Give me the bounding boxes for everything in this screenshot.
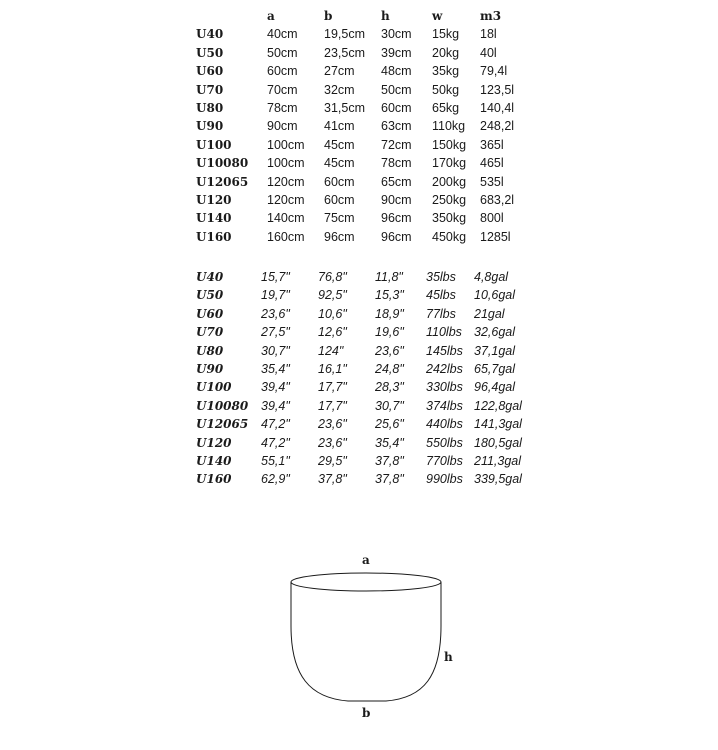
cell-a: 15,7" [261, 270, 290, 284]
cell-a: 120cm [267, 174, 305, 189]
label-a: a [362, 553, 370, 567]
col-header-w: w [432, 9, 443, 23]
metric-row [196, 81, 540, 99]
model-name: U10080 [196, 156, 249, 171]
cell-h: 23,6" [375, 343, 404, 358]
model-name: U140 [196, 454, 232, 469]
cell-h: 37,8" [375, 454, 404, 469]
cell-b: 16,1" [318, 362, 347, 377]
cell-a: 160cm [267, 229, 305, 244]
cell-b: 32cm [324, 82, 355, 97]
pot-body [291, 582, 441, 701]
cell-b: 60cm [324, 174, 355, 189]
pot-rim [291, 573, 441, 591]
cell-h: 39cm [381, 45, 412, 60]
cell-a: 47,2" [261, 435, 290, 450]
metric-row [196, 136, 540, 154]
cell-w: 15kg [432, 27, 460, 42]
cell-h: 78cm [381, 156, 412, 171]
metric-dimensions-table [196, 7, 540, 246]
cell-b: 45cm [324, 137, 355, 152]
cell-b: 23,6" [318, 417, 347, 432]
imperial-rows [196, 268, 534, 489]
cell-a: 23,6" [261, 306, 290, 321]
cell-w: 145lbs [426, 343, 463, 358]
model-name: U50 [196, 288, 224, 303]
cell-volume: 123,5l [480, 82, 515, 97]
cell-w: 35kg [432, 64, 460, 79]
cell-w: 374lbs [426, 398, 463, 413]
metric-row [196, 209, 540, 227]
cell-a: 50cm [267, 45, 298, 60]
imperial-row [196, 415, 534, 433]
model-name: U60 [196, 306, 224, 321]
cell-h: 25,6" [375, 417, 404, 432]
metric-row [196, 191, 540, 209]
cell-b: 10,6" [318, 306, 347, 321]
label-b: b [362, 706, 371, 720]
cell-h: 90cm [381, 193, 412, 208]
cell-w: 45lbs [426, 288, 456, 303]
cell-volume: 535l [480, 174, 504, 189]
model-name: U60 [196, 64, 224, 79]
pot-dimension-diagram [270, 548, 470, 728]
cell-volume: 21gal [474, 306, 505, 321]
model-name: U70 [196, 82, 224, 97]
metric-row [196, 117, 540, 135]
cell-w: 330lbs [426, 380, 463, 395]
col-header-m3: m3 [480, 9, 502, 23]
cell-b: 23,5cm [324, 45, 365, 60]
metric-row [196, 44, 540, 62]
model-name: U12065 [196, 174, 249, 189]
model-name: U160 [196, 472, 232, 487]
cell-w: 990lbs [426, 472, 463, 487]
model-name: U80 [196, 101, 224, 116]
model-name: U10080 [196, 398, 249, 413]
model-name: U90 [196, 362, 224, 377]
cell-b: 29,5" [318, 454, 347, 469]
cell-b: 96cm [324, 229, 355, 244]
header-row [196, 7, 540, 25]
cell-w: 550lbs [426, 435, 463, 450]
cell-h: 18,9" [375, 306, 404, 321]
imperial-row [196, 434, 534, 452]
imperial-dimensions-table [196, 268, 534, 489]
cell-a: 39,4" [261, 398, 290, 413]
cell-volume: 800l [480, 211, 504, 226]
model-name: U120 [196, 193, 232, 208]
cell-w: 110kg [432, 119, 466, 134]
cell-w: 242lbs [426, 362, 463, 377]
cell-h: 37,8" [375, 472, 404, 487]
cell-b: 76,8" [318, 270, 347, 284]
cell-h: 60cm [381, 101, 412, 116]
cell-volume: 37,1gal [474, 343, 516, 358]
imperial-row [196, 452, 534, 470]
cell-w: 250kg [432, 193, 467, 208]
metric-row [196, 228, 540, 246]
cell-volume: 40l [480, 45, 497, 60]
imperial-row [196, 470, 534, 488]
cell-h: 15,3" [375, 288, 404, 303]
cell-volume: 79,4l [480, 64, 508, 79]
model-name: U40 [196, 270, 224, 284]
cell-volume: 96,4gal [474, 380, 516, 395]
cell-h: 28,3" [375, 380, 404, 395]
col-header-b: b [324, 9, 333, 23]
cell-h: 30cm [381, 27, 412, 42]
imperial-row [196, 286, 534, 304]
imperial-row [196, 268, 534, 286]
imperial-row [196, 323, 534, 341]
cell-h: 24,8" [375, 362, 404, 377]
cell-a: 120cm [267, 193, 305, 208]
model-name: U40 [196, 27, 224, 42]
cell-h: 30,7" [375, 398, 404, 413]
imperial-row [196, 397, 534, 415]
cell-a: 62,9" [261, 472, 290, 487]
metric-row [196, 154, 540, 172]
model-header [196, 7, 267, 25]
cell-volume: 10,6gal [474, 288, 516, 303]
metric-row [196, 173, 540, 191]
cell-h: 19,6" [375, 325, 404, 340]
cell-a: 60cm [267, 64, 298, 79]
cell-a: 100cm [267, 156, 305, 171]
col-header-a: a [267, 9, 275, 23]
cell-b: 60cm [324, 193, 355, 208]
cell-a: 39,4" [261, 380, 290, 395]
model-name: U50 [196, 45, 224, 60]
cell-h: 72cm [381, 137, 412, 152]
cell-b: 75cm [324, 211, 355, 226]
imperial-row [196, 305, 534, 323]
cell-w: 50kg [432, 82, 460, 97]
cell-volume: 122,8gal [474, 398, 522, 413]
cell-b: 37,8" [318, 472, 347, 487]
cell-b: 17,7" [318, 398, 347, 413]
cell-a: 47,2" [261, 417, 290, 432]
cell-a: 27,5" [261, 325, 290, 340]
imperial-row [196, 378, 534, 396]
model-name: U80 [196, 343, 224, 358]
cell-w: 110lbs [426, 325, 462, 340]
cell-volume: 1285l [480, 229, 511, 244]
cell-volume: 465l [480, 156, 504, 171]
model-name: U120 [196, 435, 232, 450]
cell-w: 440lbs [426, 417, 463, 432]
metric-row [196, 25, 540, 43]
cell-h: 96cm [381, 211, 412, 226]
cell-volume: 339,5gal [474, 472, 522, 487]
cell-b: 19,5cm [324, 27, 365, 42]
cell-b: 92,5" [318, 288, 347, 303]
cell-a: 55,1" [261, 454, 290, 469]
cell-b: 124" [318, 343, 344, 358]
metric-row [196, 99, 540, 117]
imperial-row [196, 342, 534, 360]
pot-outline [291, 573, 441, 701]
cell-b: 23,6" [318, 435, 347, 450]
cell-w: 65kg [432, 101, 460, 116]
model-name: U70 [196, 325, 224, 340]
cell-b: 17,7" [318, 380, 347, 395]
cell-volume: 4,8gal [474, 270, 509, 284]
cell-w: 450kg [432, 229, 467, 244]
cell-w: 150kg [432, 137, 467, 152]
label-h: h [444, 650, 453, 664]
cell-h: 63cm [381, 119, 412, 134]
model-name: U100 [196, 137, 232, 152]
cell-w: 200kg [432, 174, 467, 189]
cell-volume: 180,5gal [474, 435, 522, 450]
model-name: U12065 [196, 417, 249, 432]
cell-w: 350kg [432, 211, 467, 226]
cell-volume: 18l [480, 27, 497, 42]
cell-w: 170kg [432, 156, 467, 171]
cell-a: 30,7" [261, 343, 290, 358]
cell-b: 31,5cm [324, 101, 365, 116]
cell-a: 78cm [267, 101, 298, 116]
cell-h: 50cm [381, 82, 412, 97]
cell-a: 70cm [267, 82, 298, 97]
col-header-h: h [381, 9, 390, 23]
metric-row [196, 62, 540, 80]
cell-h: 96cm [381, 229, 412, 244]
model-name: U90 [196, 119, 224, 134]
cell-b: 41cm [324, 119, 355, 134]
cell-b: 45cm [324, 156, 355, 171]
cell-a: 90cm [267, 119, 298, 134]
cell-w: 77lbs [426, 306, 456, 321]
cell-volume: 248,2l [480, 119, 515, 134]
cell-a: 100cm [267, 137, 305, 152]
cell-w: 20kg [432, 45, 460, 60]
model-name: U100 [196, 380, 232, 395]
cell-w: 35lbs [426, 270, 456, 284]
cell-h: 65cm [381, 174, 412, 189]
cell-a: 19,7" [261, 288, 290, 303]
cell-b: 12,6" [318, 325, 347, 340]
cell-volume: 211,3gal [474, 454, 522, 469]
metric-rows [196, 25, 540, 246]
cell-volume: 683,2l [480, 193, 515, 208]
cell-b: 27cm [324, 64, 355, 79]
cell-volume: 365l [480, 137, 504, 152]
cell-volume: 141,3gal [474, 417, 522, 432]
model-name: U160 [196, 229, 232, 244]
cell-h: 11,8" [375, 270, 403, 284]
cell-volume: 32,6gal [474, 325, 516, 340]
imperial-row [196, 360, 534, 378]
cell-w: 770lbs [426, 454, 463, 469]
cell-a: 140cm [267, 211, 305, 226]
model-name: U140 [196, 211, 232, 226]
cell-a: 40cm [267, 27, 298, 42]
cell-a: 35,4" [261, 362, 290, 377]
cell-volume: 140,4l [480, 101, 515, 116]
cell-h: 48cm [381, 64, 412, 79]
cell-h: 35,4" [375, 435, 404, 450]
cell-volume: 65,7gal [474, 362, 516, 377]
